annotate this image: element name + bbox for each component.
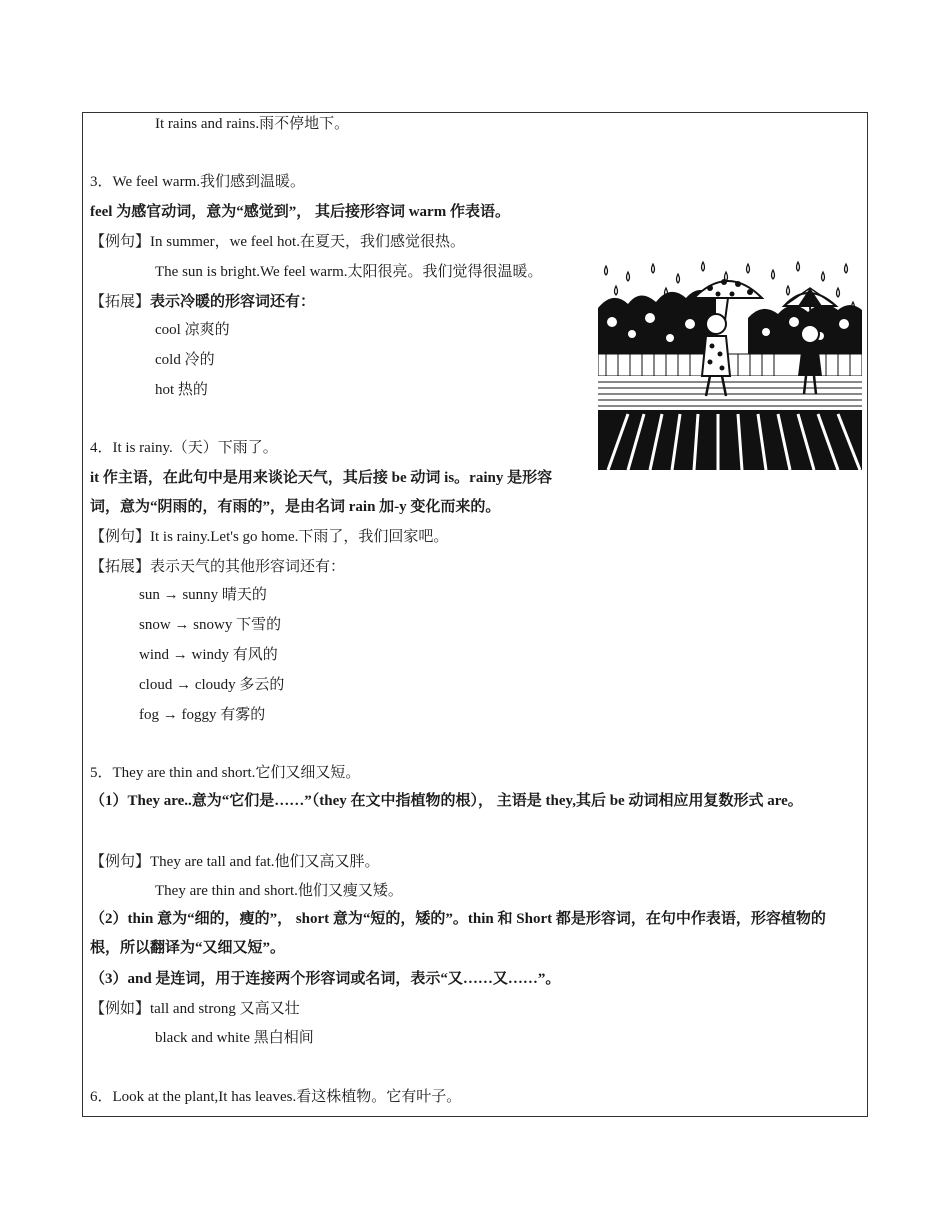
vocab-item: fog → foggy 有雾的 <box>139 707 266 723</box>
vocab-item: cloud → cloudy 多云的 <box>139 677 285 693</box>
explanation-line: feel 为感官动词，意为“感觉到”， 其后接形容词 warm 作表语。 <box>90 204 510 220</box>
example-line: black and white 黑白相间 <box>155 1030 314 1046</box>
explanation-line: 词，意为“阴雨的，有雨的”，是由名词 rain 加-y 变化而来的。 <box>90 499 501 515</box>
vocab-item: sun → sunny 晴天的 <box>139 587 267 603</box>
explanation-line: it 作主语，在此句中是用来谈论天气，其后接 be 动词 is。rainy 是形容 <box>90 470 553 486</box>
vocab-item: wind → windy 有风的 <box>139 647 278 663</box>
section-heading-5: 5．They are thin and short.它们又细又短。 <box>90 765 361 781</box>
rainy-day-illustration <box>598 258 862 470</box>
example-line: 【例句】It is rainy.Let's go home.下雨了，我们回家吧。 <box>90 529 449 545</box>
example-line: 【例如】tall and strong 又高又壮 <box>90 1001 300 1017</box>
example-line: 【例句】In summer，we feel hot.在夏天，我们感觉很热。 <box>90 234 465 250</box>
vocab-item: cold 冷的 <box>155 352 215 368</box>
vocab-item: snow → snowy 下雪的 <box>139 617 282 633</box>
example-line: The sun is bright.We feel warm.太阳很亮。我们觉得很温暖。 <box>155 264 543 280</box>
extension-line: 【拓展】表示天气的其他形容词还有： <box>90 559 346 575</box>
vocab-item: hot 热的 <box>155 382 208 398</box>
section-heading-3: 3．We feel warm.我们感到温暖。 <box>90 174 305 190</box>
explanation-paragraph: （2）thin 意为“细的，瘦的”， short 意为“短的，矮的”。thin 和 Short 都是形容词，在句中作表语，形容植物的根，所以翻译为“又细又短”。 <box>90 911 826 956</box>
example-line: 【例句】They are tall and fat.他们又高又胖。 <box>90 854 380 870</box>
section-heading-4: 4．It is rainy.（天）下雨了。 <box>90 440 278 456</box>
section-heading-6: 6．Look at the plant,It has leaves.看这株植物。它有叶子。 <box>90 1089 462 1105</box>
vocab-item: cool 凉爽的 <box>155 322 230 338</box>
extension-line <box>90 292 315 312</box>
explanation-paragraph: （1）They are..意为“它们是……”（they 在文中指植物的根）， 主语是 they,其后 be 动词相应用复数形式 are。 <box>90 793 803 809</box>
extension-text: 表示冷暖的形容词还有： <box>150 294 316 310</box>
example-line: They are thin and short.他们又瘦又矮。 <box>155 883 403 899</box>
extension-tag: 【拓展】 <box>90 294 151 310</box>
explanation-line: （3）and 是连词，用于连接两个形容词或名词，表示“又……又……”。 <box>90 971 561 987</box>
text-line: It rains and rains.雨不停地下。 <box>155 116 350 132</box>
